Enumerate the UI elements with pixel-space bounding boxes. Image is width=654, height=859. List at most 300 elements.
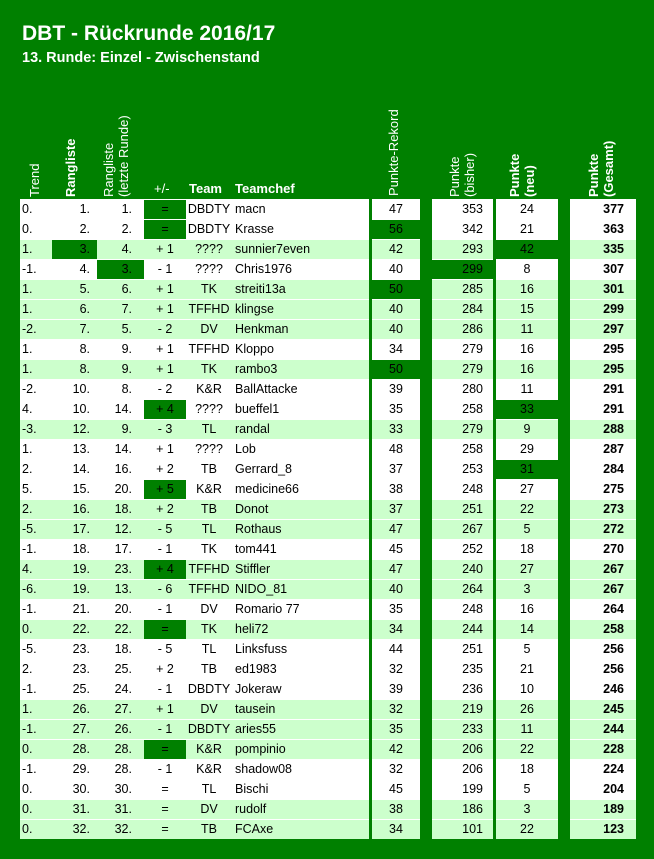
diff-cell: = xyxy=(161,822,169,836)
prev-points-cell: 253 xyxy=(462,462,483,476)
trend-cell: 2. xyxy=(22,502,33,516)
prev-rank-cell: 20. xyxy=(114,602,132,616)
team-cell: TK xyxy=(201,282,217,296)
total-cell: 245 xyxy=(603,702,624,716)
diff-cell: - 2 xyxy=(157,382,173,396)
diff-cell: + 2 xyxy=(156,462,174,476)
total-cell: 270 xyxy=(603,542,624,556)
prev-points-cell: 284 xyxy=(462,302,483,316)
team-cell: ???? xyxy=(195,402,223,416)
diff-cell: + 2 xyxy=(156,662,174,676)
prev-points-cell: 299 xyxy=(432,260,493,279)
new-points-cell: 15 xyxy=(520,302,534,316)
prev-rank-cell: 28. xyxy=(114,762,132,776)
new-points-cell: 5 xyxy=(523,522,531,536)
trend-cell: 1. xyxy=(22,242,33,256)
diff-cell: + 1 xyxy=(156,342,174,356)
prev-points-cell: 251 xyxy=(462,502,483,516)
prev-rank-cell: 9. xyxy=(121,342,132,356)
teamchef-cell: Rothaus xyxy=(235,522,282,536)
team-cell: DV xyxy=(200,702,218,716)
teamchef-cell: streiti13a xyxy=(235,282,286,296)
prev-rank-cell: 16. xyxy=(114,462,132,476)
prev-rank-cell: 1. xyxy=(121,202,132,216)
frame-bottom xyxy=(0,839,654,859)
trend-cell: 1. xyxy=(22,362,33,376)
prev-rank-cell: 17. xyxy=(114,542,132,556)
teamchef-cell: tom441 xyxy=(235,542,277,556)
prev-rank-cell: 8. xyxy=(121,382,132,396)
total-cell: 275 xyxy=(603,482,624,496)
rank-cell: 19. xyxy=(72,582,90,596)
team-cell: TFFHD xyxy=(188,342,230,356)
trend-cell: -5. xyxy=(22,642,37,656)
rank-cell: 15. xyxy=(72,482,90,496)
teamchef-cell: bueffel1 xyxy=(235,402,280,416)
team-cell: ???? xyxy=(195,242,223,256)
total-cell: 267 xyxy=(603,582,624,596)
new-points-cell: 24 xyxy=(520,202,534,216)
prev-points-cell: 258 xyxy=(462,442,483,456)
total-cell: 335 xyxy=(603,242,624,256)
record-cell: 44 xyxy=(389,642,403,656)
team-cell: TK xyxy=(201,622,217,636)
new-points-cell: 18 xyxy=(520,762,534,776)
diff-cell: - 1 xyxy=(157,262,173,276)
trend-cell: 0. xyxy=(22,202,33,216)
record-cell: 35 xyxy=(389,602,403,616)
prev-points-cell: 267 xyxy=(462,522,483,536)
teamchef-cell: Gerrard_8 xyxy=(235,462,292,476)
trend-cell: -6. xyxy=(22,582,37,596)
new-points-cell: 5 xyxy=(523,782,531,796)
team-cell: K&R xyxy=(196,742,222,756)
teamchef-cell: klingse xyxy=(235,302,274,316)
trend-cell: 4. xyxy=(22,402,33,416)
record-cell: 35 xyxy=(389,722,403,736)
record-cell: 40 xyxy=(389,302,403,316)
prev-rank-cell: 23. xyxy=(114,562,132,576)
rank-cell: 27. xyxy=(72,722,90,736)
trend-cell: 0. xyxy=(22,742,33,756)
teamchef-cell: BallAttacke xyxy=(235,382,298,396)
record-cell: 40 xyxy=(389,262,403,276)
new-points-cell: 22 xyxy=(520,822,534,836)
total-cell: 272 xyxy=(603,522,624,536)
record-cell: 37 xyxy=(389,502,403,516)
diff-cell: + 1 xyxy=(156,442,174,456)
diff-cell: - 3 xyxy=(157,422,173,436)
total-cell: 246 xyxy=(603,682,624,696)
new-points-cell: 10 xyxy=(520,682,534,696)
prev-points-cell: 285 xyxy=(462,282,483,296)
new-points-cell: 11 xyxy=(520,322,534,336)
rank-cell: 28. xyxy=(72,742,90,756)
new-points-cell: 42 xyxy=(496,240,558,259)
header-total: Punkte (Gesamt) xyxy=(586,140,616,197)
rank-cell: 26. xyxy=(72,702,90,716)
header-prev-points: Punkte (bisher) xyxy=(447,152,477,197)
team-cell: DBDTY xyxy=(187,722,231,736)
diff-cell: - 6 xyxy=(157,582,173,596)
record-cell: 47 xyxy=(389,202,403,216)
diff-cell: + 1 xyxy=(156,302,174,316)
prev-rank-cell: 27. xyxy=(114,702,132,716)
new-points-cell: 21 xyxy=(520,662,534,676)
prev-rank-cell: 32. xyxy=(114,822,132,836)
prev-rank-cell: 13. xyxy=(114,582,132,596)
new-points-cell: 11 xyxy=(520,722,534,736)
diff-cell: - 1 xyxy=(157,682,173,696)
team-cell: DV xyxy=(200,802,218,816)
prev-rank-cell: 24. xyxy=(114,682,132,696)
prev-points-cell: 286 xyxy=(462,322,483,336)
rank-cell: 21. xyxy=(72,602,90,616)
record-cell: 50 xyxy=(372,280,420,299)
rank-cell: 14. xyxy=(72,462,90,476)
new-points-cell: 16 xyxy=(520,362,534,376)
teamchef-cell: rudolf xyxy=(235,802,267,816)
new-points-cell: 16 xyxy=(520,342,534,356)
team-cell: TL xyxy=(201,642,217,656)
prev-rank-cell: 9. xyxy=(121,362,132,376)
new-points-cell: 8 xyxy=(523,262,531,276)
teamchef-cell: Jokeraw xyxy=(235,682,282,696)
trend-cell: 0. xyxy=(22,222,33,236)
diff-cell: = xyxy=(144,220,186,239)
new-points-cell: 27 xyxy=(520,562,534,576)
team-cell: DV xyxy=(200,602,218,616)
prev-rank-cell: 14. xyxy=(114,442,132,456)
trend-cell: -1. xyxy=(22,682,37,696)
new-points-cell: 11 xyxy=(520,382,534,396)
record-cell: 39 xyxy=(389,382,403,396)
rank-cell: 23. xyxy=(72,662,90,676)
team-cell: TL xyxy=(201,422,217,436)
total-cell: 228 xyxy=(603,742,624,756)
record-cell: 34 xyxy=(389,342,403,356)
total-cell: 267 xyxy=(603,562,624,576)
new-points-cell: 14 xyxy=(520,622,534,636)
record-cell: 47 xyxy=(389,562,403,576)
total-cell: 287 xyxy=(603,442,624,456)
prev-rank-cell: 3. xyxy=(97,260,144,279)
new-points-cell: 22 xyxy=(520,742,534,756)
teamchef-cell: pompinio xyxy=(235,742,286,756)
prev-points-cell: 279 xyxy=(462,362,483,376)
new-points-cell: 27 xyxy=(520,482,534,496)
prev-points-cell: 235 xyxy=(462,662,483,676)
prev-rank-cell: 5. xyxy=(121,322,132,336)
prev-points-cell: 251 xyxy=(462,642,483,656)
record-cell: 45 xyxy=(389,782,403,796)
trend-cell: 1. xyxy=(22,442,33,456)
rank-cell: 10. xyxy=(72,402,90,416)
record-cell: 34 xyxy=(389,822,403,836)
record-cell: 42 xyxy=(389,742,403,756)
prev-points-cell: 252 xyxy=(462,542,483,556)
diff-cell: + 4 xyxy=(144,400,186,419)
total-cell: 244 xyxy=(603,722,624,736)
rank-cell: 10. xyxy=(72,382,90,396)
teamchef-cell: Kloppo xyxy=(235,342,274,356)
team-cell: K&R xyxy=(196,482,222,496)
teamchef-cell: Donot xyxy=(235,502,269,516)
rank-cell: 8. xyxy=(79,362,90,376)
prev-rank-cell: 25. xyxy=(114,662,132,676)
prev-rank-cell: 18. xyxy=(114,502,132,516)
team-cell: TL xyxy=(201,782,217,796)
total-cell: 123 xyxy=(603,822,624,836)
rank-cell: 29. xyxy=(72,762,90,776)
record-cell: 40 xyxy=(389,582,403,596)
team-cell: TB xyxy=(201,662,217,676)
prev-points-cell: 258 xyxy=(462,402,483,416)
teamchef-cell: randal xyxy=(235,422,270,436)
prev-rank-cell: 7. xyxy=(121,302,132,316)
diff-cell: = xyxy=(144,200,186,219)
rank-cell: 5. xyxy=(79,282,90,296)
record-cell: 38 xyxy=(389,802,403,816)
teamchef-cell: FCAxe xyxy=(235,822,274,836)
diff-cell: = xyxy=(144,740,186,759)
record-cell: 35 xyxy=(389,402,403,416)
diff-cell: - 1 xyxy=(157,762,173,776)
prev-rank-cell: 22. xyxy=(114,622,132,636)
total-cell: 204 xyxy=(603,782,624,796)
teamchef-cell: shadow08 xyxy=(235,762,292,776)
record-cell: 38 xyxy=(389,482,403,496)
trend-cell: -1. xyxy=(22,602,37,616)
total-cell: 377 xyxy=(603,202,624,216)
new-points-cell: 31 xyxy=(496,460,558,479)
rank-cell: 25. xyxy=(72,682,90,696)
prev-points-cell: 186 xyxy=(462,802,483,816)
trend-cell: 2. xyxy=(22,662,33,676)
prev-rank-cell: 28. xyxy=(114,742,132,756)
teamchef-cell: NIDO_81 xyxy=(235,582,288,596)
total-cell: 295 xyxy=(603,362,624,376)
header-rank: Rangliste xyxy=(63,138,78,197)
prev-rank-cell: 31. xyxy=(114,802,132,816)
total-cell: 291 xyxy=(603,402,624,416)
team-cell: DBDTY xyxy=(187,222,231,236)
total-cell: 299 xyxy=(603,302,624,316)
prev-rank-cell: 2. xyxy=(121,222,132,236)
diff-cell: = xyxy=(161,802,169,816)
team-cell: DBDTY xyxy=(187,682,231,696)
rank-cell: 16. xyxy=(72,502,90,516)
prev-rank-cell: 4. xyxy=(121,242,132,256)
rank-cell: 32. xyxy=(72,822,90,836)
trend-cell: -5. xyxy=(22,522,37,536)
new-points-cell: 33 xyxy=(496,400,558,419)
record-cell: 56 xyxy=(372,220,420,239)
header-trend: Trend xyxy=(27,163,42,197)
rank-cell: 22. xyxy=(72,622,90,636)
team-cell: TFFHD xyxy=(188,562,230,576)
header-prev-rank: Rangliste (letzte Runde) xyxy=(101,115,131,197)
new-points-cell: 21 xyxy=(520,222,534,236)
prev-points-cell: 219 xyxy=(462,702,483,716)
trend-cell: 1. xyxy=(22,702,33,716)
trend-cell: 0. xyxy=(22,802,33,816)
prev-points-cell: 342 xyxy=(462,222,483,236)
diff-cell: - 5 xyxy=(157,522,173,536)
prev-points-cell: 206 xyxy=(462,762,483,776)
new-points-cell: 16 xyxy=(520,282,534,296)
team-cell: TK xyxy=(201,542,217,556)
diff-cell: - 1 xyxy=(157,722,173,736)
teamchef-cell: Henkman xyxy=(235,322,289,336)
trend-cell: 0. xyxy=(22,822,33,836)
trend-cell: -1. xyxy=(22,722,37,736)
teamchef-cell: ed1983 xyxy=(235,662,277,676)
total-cell: 264 xyxy=(603,602,624,616)
trend-cell: -3. xyxy=(22,422,37,436)
team-cell: TB xyxy=(201,822,217,836)
prev-rank-cell: 20. xyxy=(114,482,132,496)
prev-points-cell: 199 xyxy=(462,782,483,796)
total-cell: 273 xyxy=(603,502,624,516)
rank-cell: 17. xyxy=(72,522,90,536)
header-team: Team xyxy=(189,181,222,196)
record-cell: 42 xyxy=(389,242,403,256)
rank-cell: 1. xyxy=(79,202,90,216)
teamchef-cell: Linksfuss xyxy=(235,642,288,656)
header-new-points: Punkte (neu) xyxy=(507,153,537,197)
prev-points-cell: 248 xyxy=(462,602,483,616)
rank-cell: 19. xyxy=(72,562,90,576)
rank-cell: 2. xyxy=(79,222,90,236)
prev-rank-cell: 9. xyxy=(121,422,132,436)
new-points-cell: 26 xyxy=(520,702,534,716)
new-points-cell: 3 xyxy=(523,582,531,596)
diff-cell: + 1 xyxy=(156,702,174,716)
new-points-cell: 9 xyxy=(523,422,531,436)
trend-cell: 1. xyxy=(22,282,33,296)
trend-cell: 1. xyxy=(22,302,33,316)
diff-cell: + 1 xyxy=(156,282,174,296)
rank-cell: 6. xyxy=(79,302,90,316)
rank-cell: 30. xyxy=(72,782,90,796)
prev-points-cell: 240 xyxy=(462,562,483,576)
total-cell: 288 xyxy=(603,422,624,436)
gutter-points xyxy=(420,190,432,850)
header-chef: Teamchef xyxy=(235,181,295,196)
frame-left xyxy=(0,0,20,859)
page-title: DBT - Rückrunde 2016/17 xyxy=(22,22,276,45)
total-cell: 256 xyxy=(603,662,624,676)
diff-cell: + 2 xyxy=(156,502,174,516)
frame-right xyxy=(636,0,654,859)
diff-cell: = xyxy=(161,782,169,796)
prev-rank-cell: 12. xyxy=(114,522,132,536)
rank-cell: 18. xyxy=(72,542,90,556)
record-cell: 40 xyxy=(389,322,403,336)
prev-points-cell: 353 xyxy=(462,202,483,216)
rank-cell: 3. xyxy=(52,240,97,259)
new-points-cell: 16 xyxy=(520,602,534,616)
record-cell: 47 xyxy=(389,522,403,536)
record-cell: 37 xyxy=(389,462,403,476)
total-cell: 284 xyxy=(603,462,624,476)
team-cell: TFFHD xyxy=(188,302,230,316)
teamchef-cell: Stiffler xyxy=(235,562,271,576)
trend-cell: 5. xyxy=(22,482,33,496)
team-cell: TB xyxy=(201,502,217,516)
prev-points-cell: 233 xyxy=(462,722,483,736)
teamchef-cell: rambo3 xyxy=(235,362,278,376)
prev-rank-cell: 18. xyxy=(114,642,132,656)
new-points-cell: 22 xyxy=(520,502,534,516)
diff-cell: + 4 xyxy=(144,560,186,579)
diff-cell: + 5 xyxy=(144,480,186,499)
record-cell: 45 xyxy=(389,542,403,556)
record-cell: 32 xyxy=(389,662,403,676)
prev-points-cell: 264 xyxy=(462,582,483,596)
rank-cell: 8. xyxy=(79,342,90,356)
rank-cell: 13. xyxy=(72,442,90,456)
rank-cell: 31. xyxy=(72,802,90,816)
prev-rank-cell: 30. xyxy=(114,782,132,796)
rank-cell: 4. xyxy=(79,262,90,276)
team-cell: ???? xyxy=(195,442,223,456)
prev-rank-cell: 26. xyxy=(114,722,132,736)
total-cell: 256 xyxy=(603,642,624,656)
rank-cell: 23. xyxy=(72,642,90,656)
team-cell: TL xyxy=(201,522,217,536)
trend-cell: 0. xyxy=(22,782,33,796)
gutter-total xyxy=(558,190,570,850)
team-cell: TFFHD xyxy=(188,582,230,596)
teamchef-cell: Romario 77 xyxy=(235,602,300,616)
teamchef-cell: sunnier7even xyxy=(235,242,311,256)
teamchef-cell: Bischi xyxy=(235,782,269,796)
prev-points-cell: 279 xyxy=(462,342,483,356)
new-points-cell: 3 xyxy=(523,802,531,816)
prev-points-cell: 236 xyxy=(462,682,483,696)
teamchef-cell: aries55 xyxy=(235,722,276,736)
rank-cell: 7. xyxy=(79,322,90,336)
diff-cell: - 1 xyxy=(157,602,173,616)
header-record: Punkte-Rekord xyxy=(386,109,401,196)
teamchef-cell: Chris1976 xyxy=(235,262,292,276)
teamchef-cell: tausein xyxy=(235,702,276,716)
team-cell: K&R xyxy=(196,382,222,396)
teamchef-cell: medicine66 xyxy=(235,482,299,496)
total-cell: 189 xyxy=(603,802,624,816)
record-cell: 34 xyxy=(389,622,403,636)
record-cell: 32 xyxy=(389,762,403,776)
prev-points-cell: 244 xyxy=(462,622,483,636)
prev-rank-cell: 6. xyxy=(121,282,132,296)
total-cell: 295 xyxy=(603,342,624,356)
record-cell: 48 xyxy=(389,442,403,456)
record-cell: 33 xyxy=(389,422,403,436)
teamchef-cell: Krasse xyxy=(235,222,274,236)
prev-points-cell: 279 xyxy=(462,422,483,436)
record-cell: 50 xyxy=(372,360,420,379)
total-cell: 363 xyxy=(603,222,624,236)
diff-cell: - 5 xyxy=(157,642,173,656)
prev-points-cell: 248 xyxy=(462,482,483,496)
trend-cell: -2. xyxy=(22,382,37,396)
team-cell: K&R xyxy=(196,762,222,776)
diff-cell: + 1 xyxy=(156,362,174,376)
total-cell: 297 xyxy=(603,322,624,336)
total-cell: 224 xyxy=(603,762,624,776)
